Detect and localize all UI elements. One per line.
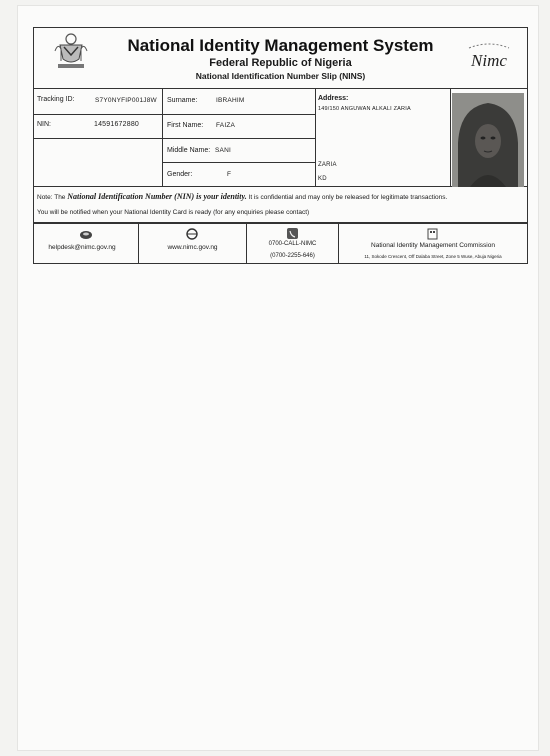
contacts-bar bbox=[33, 223, 528, 264]
middle-name-label: Middle Name: bbox=[167, 147, 211, 154]
commission-address: 11, Sokode Crescent, Off Dalaba Street, Zone 5 Wuse, Abuja Nigeria bbox=[364, 254, 502, 259]
surname-label: Surname: bbox=[167, 97, 198, 104]
identity-details-table bbox=[33, 89, 528, 187]
surname-value: IBRAHIM bbox=[216, 97, 245, 104]
slip-title: National Identification Number Slip (NINS) bbox=[195, 71, 366, 81]
passport-photo bbox=[452, 93, 524, 187]
commission-name: National Identity Management Commission bbox=[371, 242, 495, 249]
phone-contact bbox=[247, 224, 338, 263]
page-title: National Identity Management System bbox=[127, 36, 434, 55]
nin-slip bbox=[33, 27, 528, 263]
country-subtitle: Federal Republic of Nigeria bbox=[209, 57, 352, 69]
phone-alt-text: (0700-2255-646) bbox=[270, 253, 315, 259]
website-text[interactable]: www.nimc.gov.ng bbox=[167, 244, 218, 251]
nimc-logo bbox=[459, 42, 519, 72]
gender-label: Gender: bbox=[167, 171, 193, 178]
tracking-id-value: S7Y0NYFIP001J8W bbox=[95, 97, 157, 104]
note-rest: It is confidential and may only be released for legitimate transactions. bbox=[248, 194, 448, 201]
phone-text[interactable]: 0700-CALL-NIMC bbox=[268, 241, 317, 247]
address-label: Address: bbox=[318, 95, 349, 102]
globe-icon bbox=[139, 228, 246, 240]
email-contact bbox=[34, 224, 138, 263]
middle-name-value: SANI bbox=[215, 147, 231, 154]
first-name-value: FAIZA bbox=[216, 122, 236, 129]
commission-contact bbox=[339, 224, 527, 263]
address-city: ZARIA bbox=[318, 162, 337, 168]
nin-value: 14591672880 bbox=[94, 121, 140, 128]
gender-value: F bbox=[227, 171, 232, 178]
building-icon bbox=[339, 228, 527, 240]
phone-icon bbox=[247, 228, 338, 240]
nin-label: NIN: bbox=[37, 121, 51, 128]
website-contact bbox=[139, 224, 246, 263]
tracking-id-label: Tracking ID: bbox=[37, 96, 75, 103]
address-state: KD bbox=[318, 176, 327, 182]
email-text[interactable]: helpdesk@nimc.gov.ng bbox=[48, 244, 116, 251]
email-icon bbox=[34, 228, 138, 240]
svg-text:Nimc: Nimc bbox=[471, 51, 507, 70]
note-section bbox=[33, 187, 528, 223]
slip-header bbox=[33, 27, 528, 89]
note-emphasis: National Identification Number (NIN) is your identity. bbox=[67, 192, 247, 201]
first-name-label: First Name: bbox=[167, 122, 204, 129]
address-line: 149/150 ANGUWAN ALKALI ZARIA bbox=[318, 106, 411, 112]
note-line-2: You will be notified when your National Identity Card is ready (for any enquiries please contact) bbox=[37, 209, 310, 216]
note-prefix: Note: The bbox=[37, 194, 66, 201]
